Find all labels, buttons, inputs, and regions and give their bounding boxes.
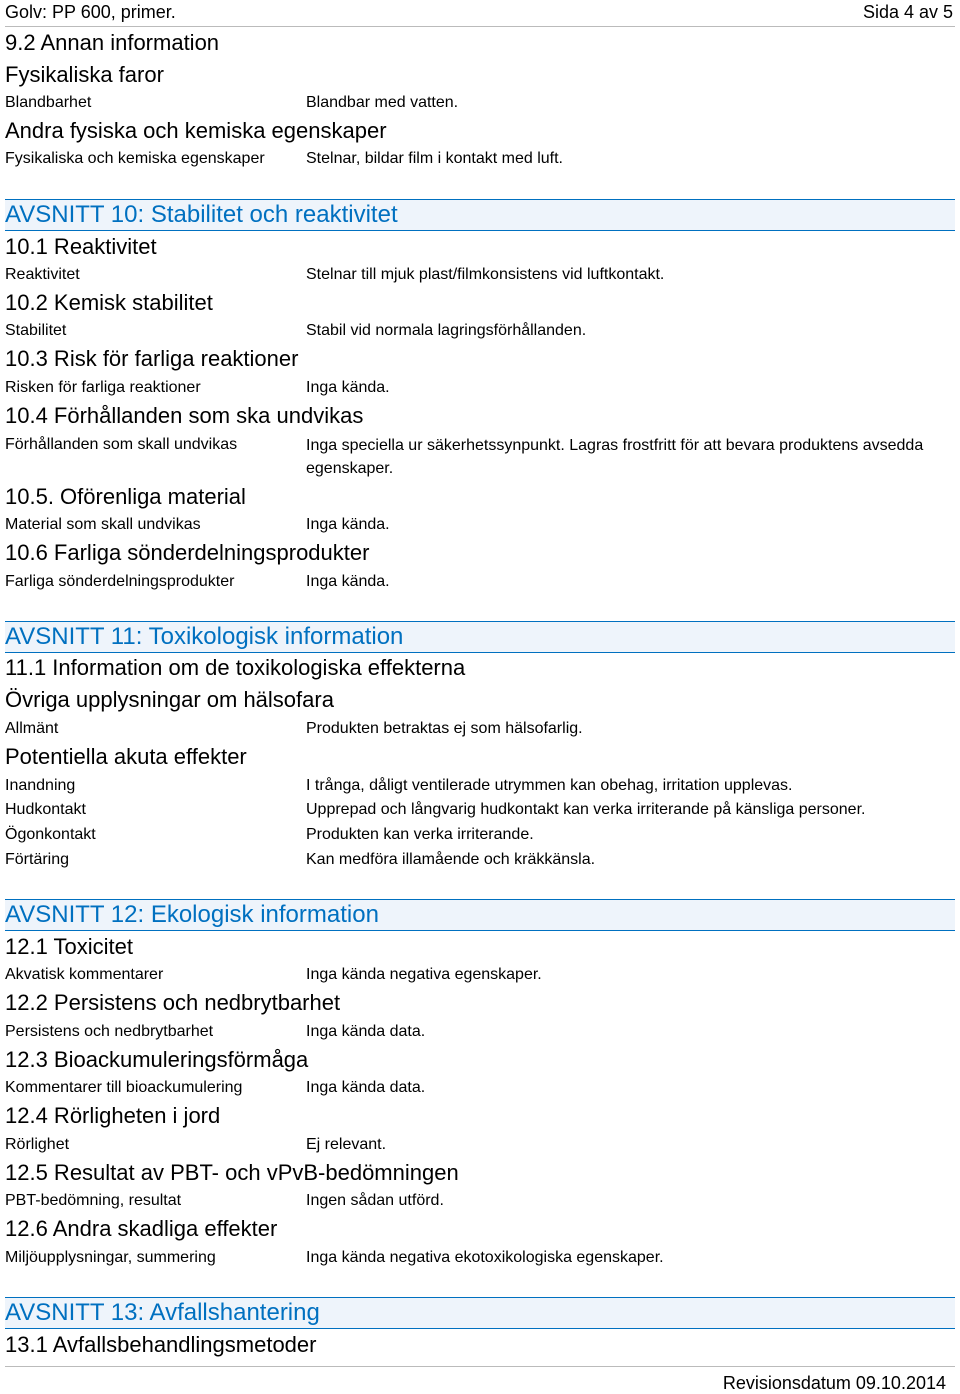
field-value-stabilitet: Stabil vid normala lagringsförhållanden. [306, 322, 587, 339]
field-label-risk-reaktioner: Risken för farliga reaktioner [5, 379, 201, 396]
field-value-ogonkontakt: Produkten kan verka irriterande. [306, 826, 534, 843]
subsection-heading-10-2: 10.2 Kemisk stabilitet [5, 290, 213, 315]
subsection-heading-12-6: 12.6 Andra skadliga effekter [5, 1216, 278, 1241]
subheading-andra-egenskaper: Andra fysiska och kemiska egenskaper [5, 118, 387, 143]
field-value-akvatisk: Inga kända negativa egenskaper. [306, 966, 542, 983]
field-value-hudkontakt: Upprepad och långvarig hudkontakt kan verka irriterande på känsliga personer. [306, 801, 866, 818]
field-label-allmant: Allmänt [5, 720, 59, 737]
section-title-10: AVSNITT 10: Stabilitet och reaktivitet [5, 201, 398, 228]
field-value-inandning: I trånga, dåligt ventilerade utrymmen kan obehag, irritation upplevas. [306, 777, 793, 794]
field-label-fysikaliska-egenskaper: Fysikaliska och kemiska egenskaper [5, 150, 265, 167]
field-label-bioackumulering: Kommentarer till bioackumulering [5, 1079, 243, 1096]
section-title-12: AVSNITT 12: Ekologisk information [5, 901, 379, 928]
section-title-11: AVSNITT 11: Toxikologisk information [5, 623, 404, 650]
field-label-persistens: Persistens och nedbrytbarhet [5, 1023, 214, 1040]
field-label-stabilitet: Stabilitet [5, 322, 67, 339]
revision-date: Revisionsdatum 09.10.2014 [722, 1373, 946, 1393]
subsection-heading-11-1: 11.1 Information om de toxikologiska effekterna [5, 655, 466, 680]
field-value-pbt: Ingen sådan utförd. [306, 1192, 444, 1209]
subsection-heading-12-3: 12.3 Bioackumuleringsförmåga [5, 1047, 309, 1072]
subsection-heading-12-2: 12.2 Persistens och nedbrytbarhet [5, 990, 341, 1015]
field-value-fysikaliska-egenskaper: Stelnar, bildar film i kontakt med luft. [306, 150, 563, 167]
field-value-reaktivitet: Stelnar till mjuk plast/filmkonsistens vid luftkontakt. [306, 266, 665, 283]
subsection-heading-10-5: 10.5. Oförenliga material [5, 484, 246, 509]
page-header [5, 0, 955, 27]
field-value-blandbarhet: Blandbar med vatten. [306, 94, 459, 111]
field-label-blandbarhet: Blandbarhet [5, 94, 92, 111]
field-value-bioackumulering: Inga kända data. [306, 1079, 426, 1096]
document-title: Golv: PP 600, primer. [5, 2, 176, 22]
field-label-reaktivitet: Reaktivitet [5, 266, 80, 283]
field-label-akvatisk: Akvatisk kommentarer [5, 966, 164, 983]
field-value-miljo: Inga kända negativa ekotoxikologiska egenskaper. [306, 1249, 664, 1266]
field-label-ogonkontakt: Ögonkontakt [5, 826, 96, 843]
field-label-pbt: PBT-bedömning, resultat [5, 1192, 182, 1209]
field-label-fortaring: Förtäring [5, 851, 70, 868]
field-value-allmant: Produkten betraktas ej som hälsofarlig. [306, 720, 583, 737]
subsection-heading-9-2: 9.2 Annan information [5, 30, 220, 55]
subsection-heading-12-1: 12.1 Toxicitet [5, 934, 134, 959]
subsection-heading-12-4: 12.4 Rörligheten i jord [5, 1103, 221, 1128]
field-value-rorlighet: Ej relevant. [306, 1136, 387, 1153]
subsection-heading-10-3: 10.3 Risk för farliga reaktioner [5, 346, 299, 371]
field-value-forhallanden: Inga speciella ur säkerhetssynpunkt. Lagras frostfritt för att bevara produktens avsedda egenskaper. [306, 437, 924, 477]
page-number: Sida 4 av 5 [862, 2, 953, 22]
field-value-persistens: Inga kända data. [306, 1023, 426, 1040]
subheading-fysikaliska-faror: Fysikaliska faror [5, 62, 164, 87]
field-value-fortaring: Kan medföra illamående och kräkkänsla. [306, 851, 596, 868]
section-title-13: AVSNITT 13: Avfallshantering [5, 1299, 320, 1326]
subsection-heading-12-5: 12.5 Resultat av PBT- och vPvB-bedömningen [5, 1160, 459, 1185]
field-value-material: Inga kända. [306, 516, 390, 533]
field-label-inandning: Inandning [5, 777, 76, 794]
field-label-miljo: Miljöupplysningar, summering [5, 1249, 216, 1266]
field-label-rorlighet: Rörlighet [5, 1136, 70, 1153]
field-value-sonderdelning: Inga kända. [306, 573, 390, 590]
subsection-heading-10-4: 10.4 Förhållanden som ska undvikas [5, 403, 364, 428]
section-header-10 [5, 199, 955, 231]
field-value-risk-reaktioner: Inga kända. [306, 379, 390, 396]
subheading-ovriga-upplysningar: Övriga upplysningar om hälsofara [5, 687, 334, 712]
section-header-12 [5, 899, 955, 931]
field-label-forhallanden: Förhållanden som skall undvikas [5, 436, 238, 453]
field-label-sonderdelning: Farliga sönderdelningsprodukter [5, 573, 235, 590]
footer-divider [5, 1366, 955, 1367]
subsection-heading-10-1: 10.1 Reaktivitet [5, 234, 157, 259]
field-label-hudkontakt: Hudkontakt [5, 801, 86, 818]
section-header-11 [5, 621, 955, 653]
subsection-heading-10-6: 10.6 Farliga sönderdelningsprodukter [5, 540, 370, 565]
field-label-material: Material som skall undvikas [5, 516, 201, 533]
subheading-potentiella-effekter: Potentiella akuta effekter [5, 744, 247, 769]
section-header-13 [5, 1297, 955, 1329]
subsection-heading-13-1: 13.1 Avfallsbehandlingsmetoder [5, 1332, 317, 1357]
